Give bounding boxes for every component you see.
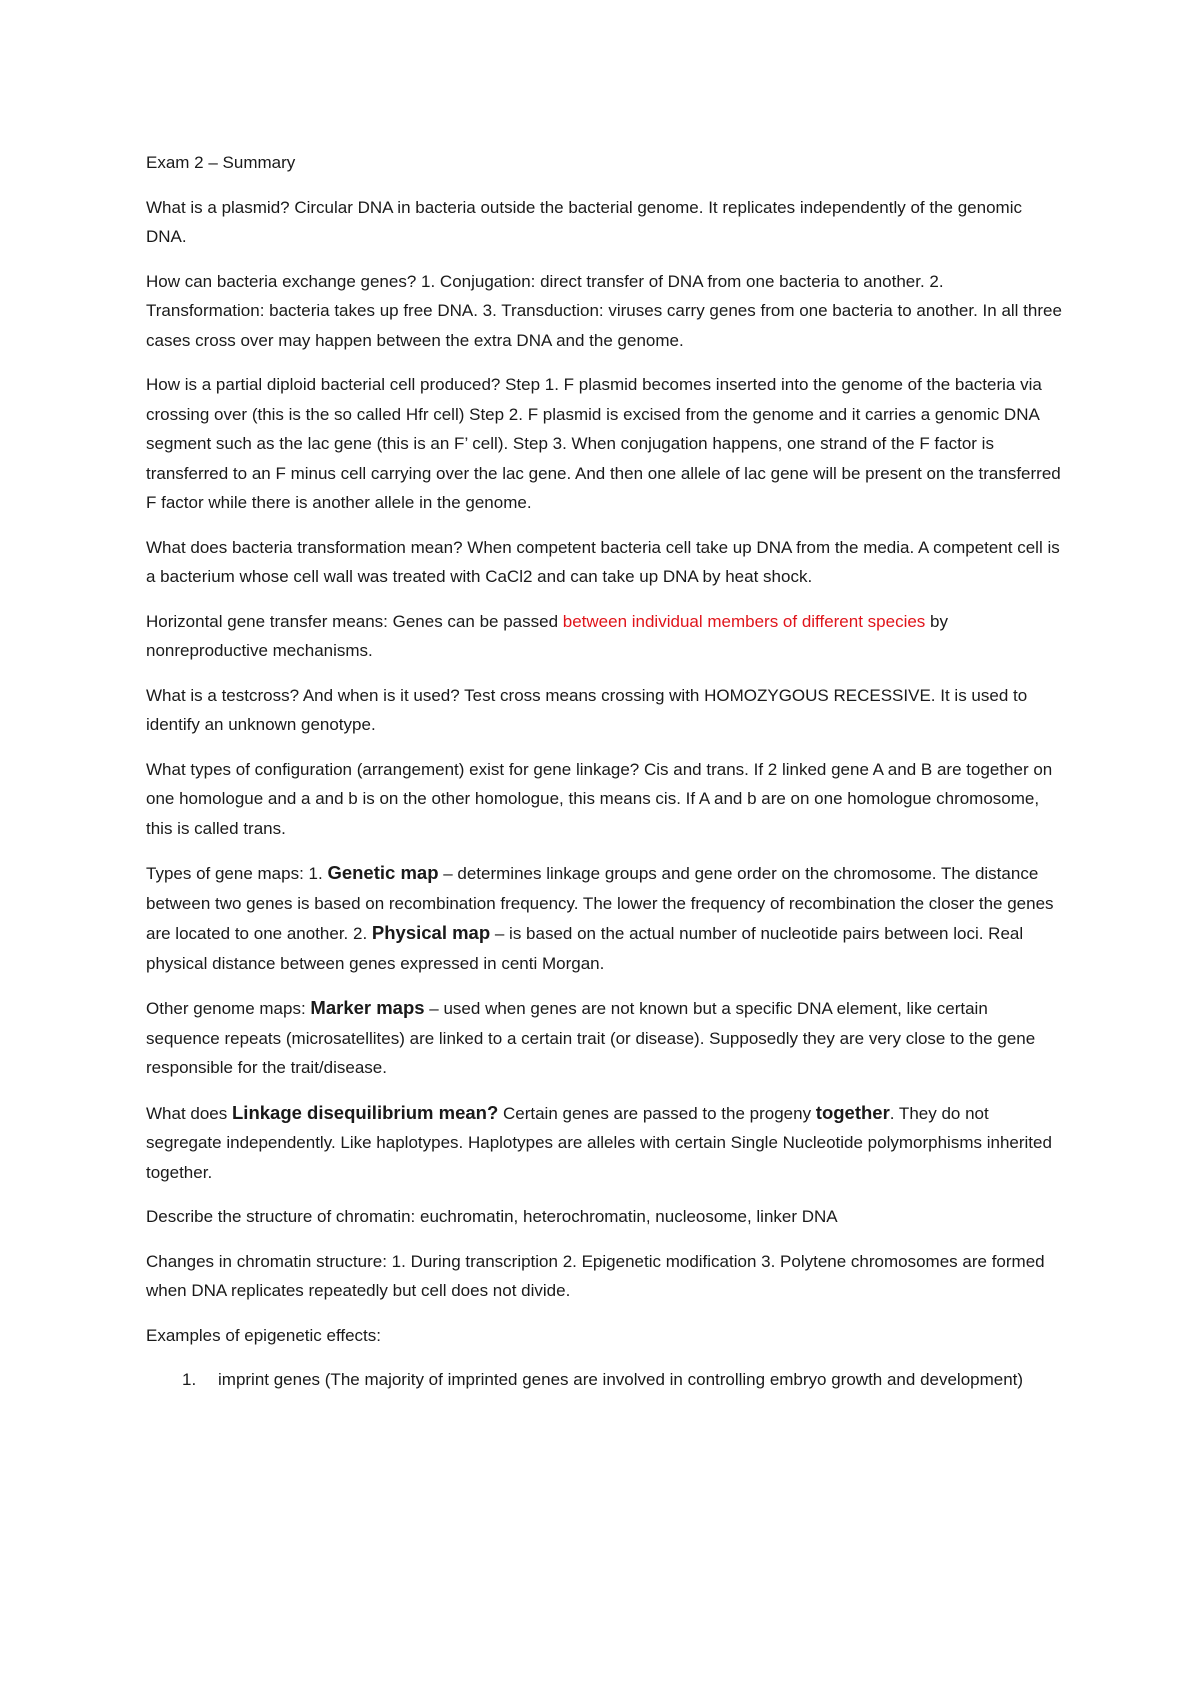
list-number: 1. bbox=[182, 1370, 197, 1389]
paragraph-partial-diploid: How is a partial diploid bacterial cell produced? Step 1. F plasmid becomes inserted into the genome of the bacteria via crossing over (this is the so called Hfr cell) Step 2. F plasmid is excised from the genome and it carries a genomic DNA segment such as the lac gene (this is an F’ cell). Step 3. When conjugation happens, one strand of the F factor is transferred to an F minus cell carrying over the lac gene. And then one allele of lac gene will be present on the transferred F factor while there is another allele in the genome. bbox=[146, 375, 1061, 512]
text-run: by nonreproductive mechanisms. bbox=[146, 611, 948, 660]
text-run: What does bbox=[146, 1103, 232, 1123]
paragraph-configuration: What types of configuration (arrangement) exist for gene linkage? Cis and trans. If 2 linked gene A and B are together on one homologue and a and b is on the other homologue, this means cis. If A and b are on one homologue chromosome, this is called trans. bbox=[146, 759, 1053, 838]
document-body bbox=[146, 148, 1066, 1395]
paragraph-other-maps bbox=[146, 993, 1066, 1083]
term-marker-maps: Marker maps bbox=[310, 997, 425, 1018]
list-item bbox=[146, 1365, 1066, 1395]
epigenetic-list bbox=[146, 1365, 1066, 1395]
paragraph-gene-exchange: How can bacteria exchange genes? 1. Conjugation: direct transfer of DNA from one bacteria to another. 2. Transformation: bacteria takes up free DNA. 3. Transduction: viruses carry genes from one bacteria to another. In all three cases cross over may happen between the extra DNA and the genome. bbox=[146, 271, 1062, 350]
text-run: – determines linkage groups and gene order on the chromosome. The distance between two genes is based on recombination frequency. The lower the frequency of recombination the closer the genes are located to one another. 2. bbox=[146, 864, 1054, 943]
paragraph-chromatin-structure: Describe the structure of chromatin: euchromatin, heterochromatin, nucleosome, linker DNA bbox=[146, 1207, 838, 1226]
term-physical-map: Physical map bbox=[371, 922, 491, 943]
paragraph-transformation: What does bacteria transformation mean? When competent bacteria cell take up DNA from the media. A competent cell is a bacterium whose cell wall was treated with CaCl2 and can take up DNA by heat shock. bbox=[146, 537, 1060, 586]
paragraph-testcross: What is a testcross? And when is it used? Test cross means crossing with HOMOZYGOUS RECESSIVE. It is used to identify an unknown genotype. bbox=[146, 685, 1028, 734]
list-item-text: imprint genes (The majority of imprinted genes are involved in controlling embryo growth and development) bbox=[218, 1370, 1024, 1389]
text-run: Horizontal gene transfer means: Genes can be passed bbox=[146, 611, 563, 631]
highlighted-text: between individual members of different species bbox=[562, 611, 926, 631]
paragraph-horizontal-transfer bbox=[146, 607, 1066, 666]
text-run: Other genome maps: bbox=[146, 999, 311, 1018]
document-title: Exam 2 – Summary bbox=[146, 153, 296, 172]
paragraph-gene-maps bbox=[146, 858, 1066, 978]
term-together: together bbox=[815, 1101, 890, 1123]
term-linkage-disequilibrium: Linkage disequilibrium mean? bbox=[232, 1101, 499, 1123]
text-run: Types of gene maps: 1. bbox=[146, 864, 328, 883]
text-run: . They do not segregate independently. Like haplotypes. Haplotypes are alleles with certain Single Nucleotide polymorphisms inherited together. bbox=[146, 1103, 1052, 1182]
paragraph-epigenetic-examples: Examples of epigenetic effects: bbox=[146, 1325, 381, 1345]
paragraph-plasmid: What is a plasmid? Circular DNA in bacteria outside the bacterial genome. It replicates independently of the genomic DNA. bbox=[146, 197, 1022, 246]
paragraph-chromatin-changes: Changes in chromatin structure: 1. During transcription 2. Epigenetic modification 3. Polytene chromosomes are formed when DNA replicates repeatedly but cell does not divide. bbox=[146, 1251, 1045, 1300]
paragraph-linkage-disequilibrium bbox=[146, 1098, 1066, 1188]
term-genetic-map: Genetic map bbox=[327, 862, 439, 883]
text-run: – is based on the actual number of nucleotide pairs between loci. Real physical distance between genes expressed in centi Morgan. bbox=[146, 924, 1024, 973]
text-run: Certain genes are passed to the progeny bbox=[498, 1103, 816, 1123]
text-run: – used when genes are not known but a specific DNA element, like certain sequence repeats (microsatellites) are linked to a certain trait (or disease). Supposedly they are very close to the gene responsible for the trait/disease. bbox=[146, 999, 1036, 1077]
